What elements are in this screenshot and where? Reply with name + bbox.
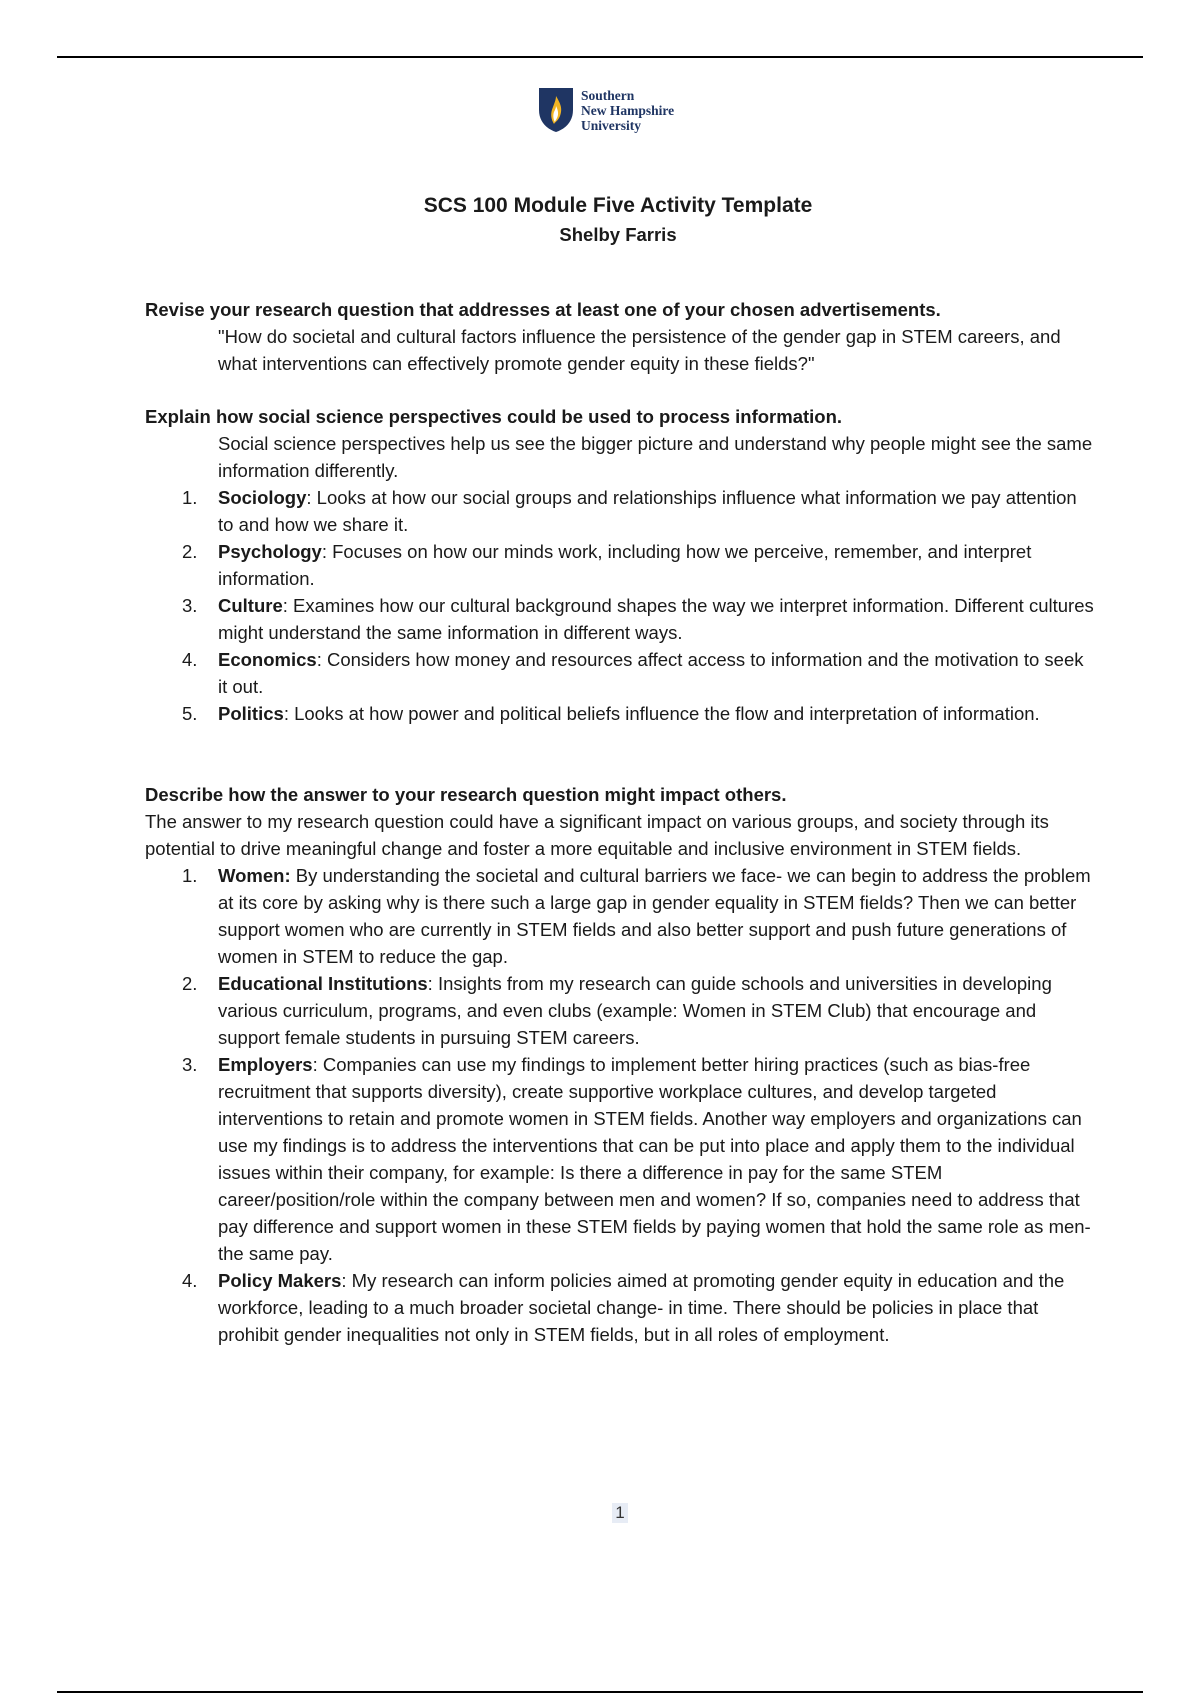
logo-line-2: New Hampshire <box>581 102 675 118</box>
list-item: 2. Psychology: Focuses on how our minds work, including how we perceive, remember, and interpret information. <box>182 541 1032 589</box>
section1-prompt: Revise your research question that addresses at least one of your chosen advertisements. <box>145 299 941 320</box>
list-item: 1. Sociology: Looks at how our social groups and relationships influence what information we pay attention to and how we share it. <box>182 487 1077 535</box>
section2-prompt: Explain how social science perspectives could be used to process information. <box>145 406 843 427</box>
top-rule <box>57 56 1143 58</box>
section3-prompt: Describe how the answer to your research question might impact others. <box>145 784 787 805</box>
section2-intro: Social science perspectives help us see the bigger picture and understand why people might see the same information differently. <box>218 433 1093 481</box>
document-body <box>145 296 1095 1348</box>
university-logo <box>537 86 674 134</box>
list-item: 4. Policy Makers: My research can inform policies aimed at promoting gender equity in education and the workforce, leading to a much broader societal change- in time. There should be policies in place that prohibit gender inequalities not only in STEM fields, but in all roles of employment. <box>182 1270 1065 1345</box>
bottom-rule <box>57 1691 1143 1693</box>
author-name: Shelby Farris <box>559 224 677 245</box>
list-item: 3. Culture: Examines how our cultural background shapes the way we interpret information. Different cultures might understand the same information in different ways. <box>182 595 1094 643</box>
list-item: 5. Politics: Looks at how power and political beliefs influence the flow and interpretation of information. <box>182 703 1040 724</box>
shield-flame-icon <box>537 86 575 134</box>
section1-answer: "How do societal and cultural factors influence the persistence of the gender gap in STEM careers, and what interventions can effectively promote gender equity in these fields?" <box>218 326 1061 374</box>
list-item: 4. Economics: Considers how money and resources affect access to information and the motivation to seek it out. <box>182 649 1084 697</box>
list-item: 3. Employers: Companies can use my findings to implement better hiring practices (such as bias-free recruitment that supports diversity), create supportive workplace cultures, and develop targeted interventions to retain and promote women in STEM fields. Another way employers and organizations can use my findings is to address the interventions that can be put into place and apply them to the individual issues within their company, for example: Is there a difference in pay for the same STEM career/position/role within the company between men and women? If so, companies need to address that pay difference and support women in these STEM fields by paying women that hold the same role as men- the same pay. <box>182 1054 1091 1264</box>
document-title: SCS 100 Module Five Activity Template <box>423 194 813 217</box>
impact-list <box>145 862 1095 1348</box>
list-item: 2. Educational Institutions: Insights from my research can guide schools and universities in developing various curriculum, programs, and even clubs (example: Women in STEM Club) that encourage and support female students in pursuing STEM careers. <box>182 973 1052 1048</box>
logo-line-3: University <box>581 117 641 133</box>
page-number: 1 <box>612 1503 628 1523</box>
section3-intro: The answer to my research question could have a significant impact on various groups, and society through its potential to drive meaningful change and foster a more equitable and inclusive environment in STEM fields. <box>145 811 1049 859</box>
perspectives-list <box>145 484 1095 727</box>
logo-line-1: Southern <box>581 87 635 103</box>
list-item: 1. Women: By understanding the societal and cultural barriers we face- we can begin to address the problem at its core by asking why is there such a large gap in gender equality in STEM fields? Then we can better support women who are currently in STEM fields and also better support and push future generations of women in STEM to reduce the gap. <box>182 865 1091 967</box>
